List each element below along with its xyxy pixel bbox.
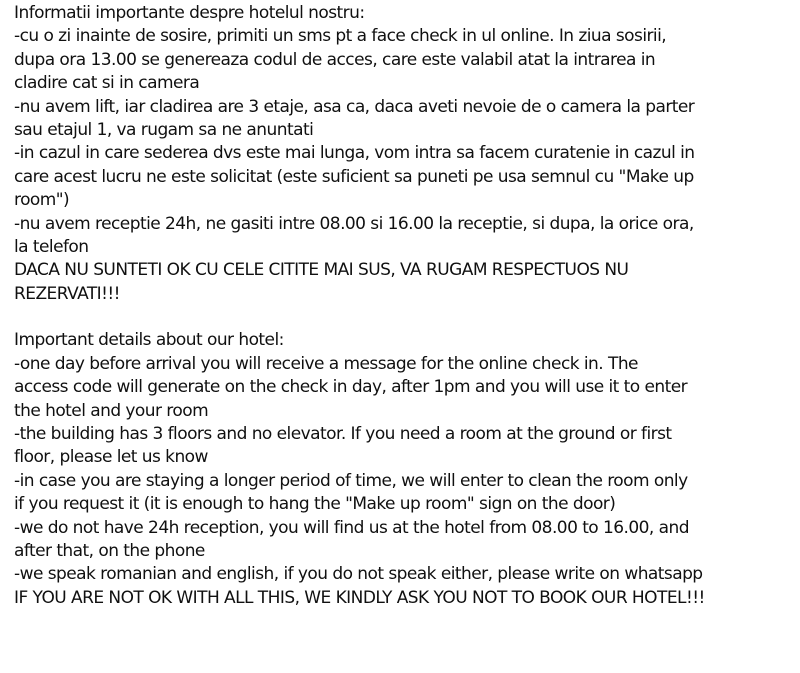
- text-line: sau etajul 1, va rugam sa ne anuntati: [14, 119, 314, 140]
- text-line: la telefon: [14, 236, 89, 257]
- text-line: -we do not have 24h reception, you will find us at the hotel from 08.00 to 16.00, and: [14, 517, 689, 538]
- text-line: -nu avem receptie 24h, ne gasiti intre 08.00 si 16.00 la receptie, si dupa, la orice ora,: [14, 213, 694, 234]
- text-line: floor, please let us know: [14, 447, 208, 468]
- hotel-notice-document: [14, 2, 794, 610]
- text-line: -the building has 3 floors and no elevator. If you need a room at the ground or first: [14, 424, 672, 445]
- text-line: -in cazul in care sederea dvs este mai lunga, vom intra sa facem curatenie in cazul in: [14, 143, 695, 164]
- text-line: -cu o zi inainte de sosire, primiti un sms pt a face check in ul online. In ziua sosirii,: [14, 26, 667, 47]
- text-line: access code will generate on the check in day, after 1pm and you will use it to enter: [14, 377, 688, 398]
- text-line: room"): [14, 190, 70, 211]
- english-warning-line: IF YOU ARE NOT OK WITH ALL THIS, WE KINDLY ASK YOU NOT TO BOOK OUR HOTEL!!!: [14, 587, 705, 608]
- english-section: [14, 329, 794, 610]
- text-line: care acest lucru ne este solicitat (este suficient sa puneti pe usa semnul cu "Make up: [14, 166, 694, 187]
- english-heading: Important details about our hotel:: [14, 330, 284, 351]
- text-line: -one day before arrival you will receive a message for the online check in. The: [14, 353, 638, 374]
- text-line: after that, on the phone: [14, 540, 205, 561]
- romanian-warning-line: DACA NU SUNTETI OK CU CELE CITITE MAI SUS, VA RUGAM RESPECTUOS NU: [14, 260, 629, 281]
- text-line: dupa ora 13.00 se genereaza codul de acces, care este valabil atat la intrarea in: [14, 49, 656, 70]
- text-line: -we speak romanian and english, if you do not speak either, please write on whatsapp: [14, 564, 703, 585]
- text-line: -nu avem lift, iar cladirea are 3 etaje, asa ca, daca aveti nevoie de o camera la parter: [14, 96, 695, 117]
- romanian-section: [14, 2, 794, 306]
- text-line: cladire cat si in camera: [14, 73, 200, 94]
- romanian-warning-line: REZERVATI!!!: [14, 283, 120, 304]
- section-divider-space: [14, 306, 794, 329]
- text-line: if you request it (it is enough to hang the "Make up room" sign on the door): [14, 494, 616, 515]
- text-line: -in case you are staying a longer period of time, we will enter to clean the room only: [14, 470, 688, 491]
- text-line: the hotel and your room: [14, 400, 209, 421]
- romanian-heading: Informatii importante despre hotelul nostru:: [14, 3, 365, 23]
